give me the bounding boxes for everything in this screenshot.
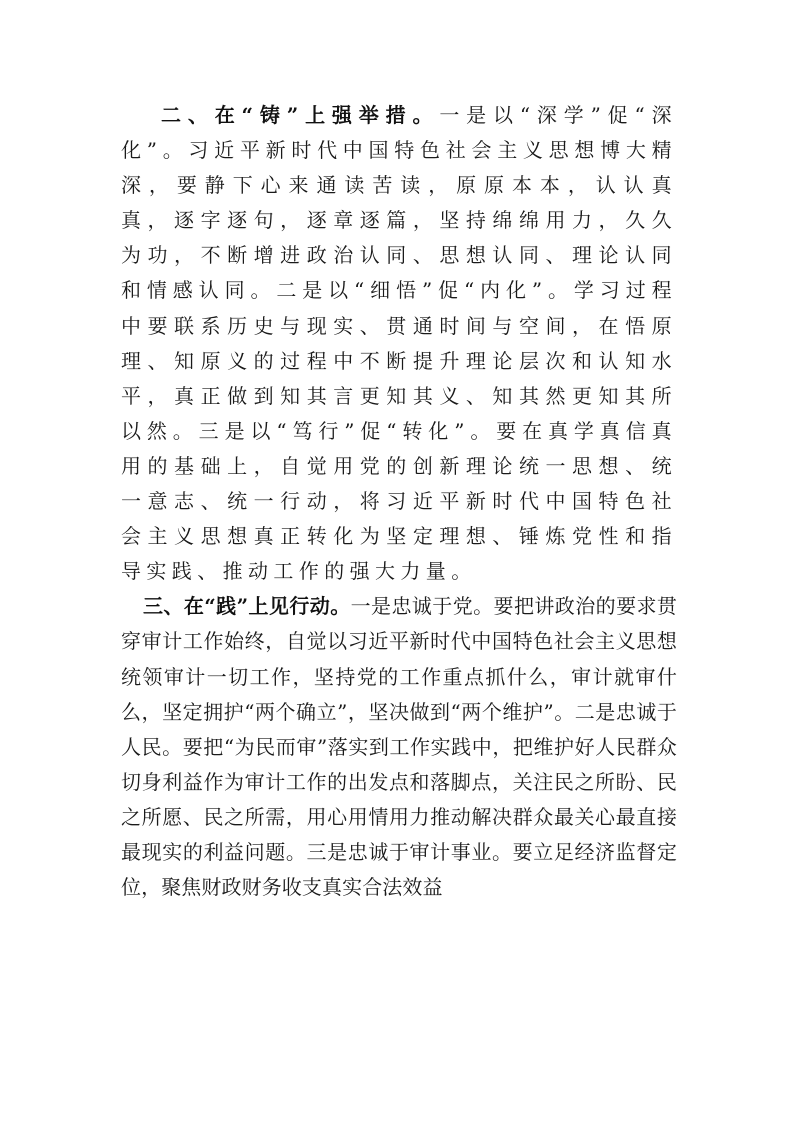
section-3-text: 一是忠诚于党。要把讲政治的要求贯穿审计工作始终，自觉以习近平新时代中国特色社会主义思想统领审计一切工作，坚持党的工作重点抓什么，审计就审什么，坚定拥护“两个确立”，坚决做到“两个维护”。二是忠诚于人民。要把“为民而审”落实到工作实践中，把维护好人民群众切身利益作为审计工作的出发点和落脚点，关注民之所盼、民之所愿、民之所需，用心用情用力推动解决群众最关心最直接最现实的利益问题。三是忠诚于审计事业。要立足经济监督定位，聚焦财政财务收支真实合法效益 (121, 594, 678, 900)
document-body (121, 98, 677, 905)
paragraph-section-2 (121, 98, 677, 589)
section-2-text: 一是以“深学”促“深化”。习近平新时代中国特色社会主义思想博大精深，要静下心来通读苦读，原原本本，认认真真，逐字逐句，逐章逐篇，坚持绵绵用力，久久为功，不断增进政治认同、思想认同、理论认同和情感认同。二是以“细悟”促“内化”。学习过程中要联系历史与现实、贯通时间与空间，在悟原理、知原义的过程中不断提升理论层次和认知水平，真正做到知其言更知其义、知其然更知其所以然。三是以“笃行”促“转化”。要在真学真信真用的基础上，自觉用党的创新理论统一思想、统一意志、统一行动，将习近平新时代中国特色社会主义思想真正转化为坚定理想、锤炼党性和指导实践、推动工作的强大力量。 (121, 103, 677, 584)
paragraph-section-3 (121, 589, 677, 905)
section-2-heading: 二、在“铸”上强举措。 (161, 103, 440, 127)
section-3-heading: 三、在“践”上见行动。 (143, 594, 351, 619)
